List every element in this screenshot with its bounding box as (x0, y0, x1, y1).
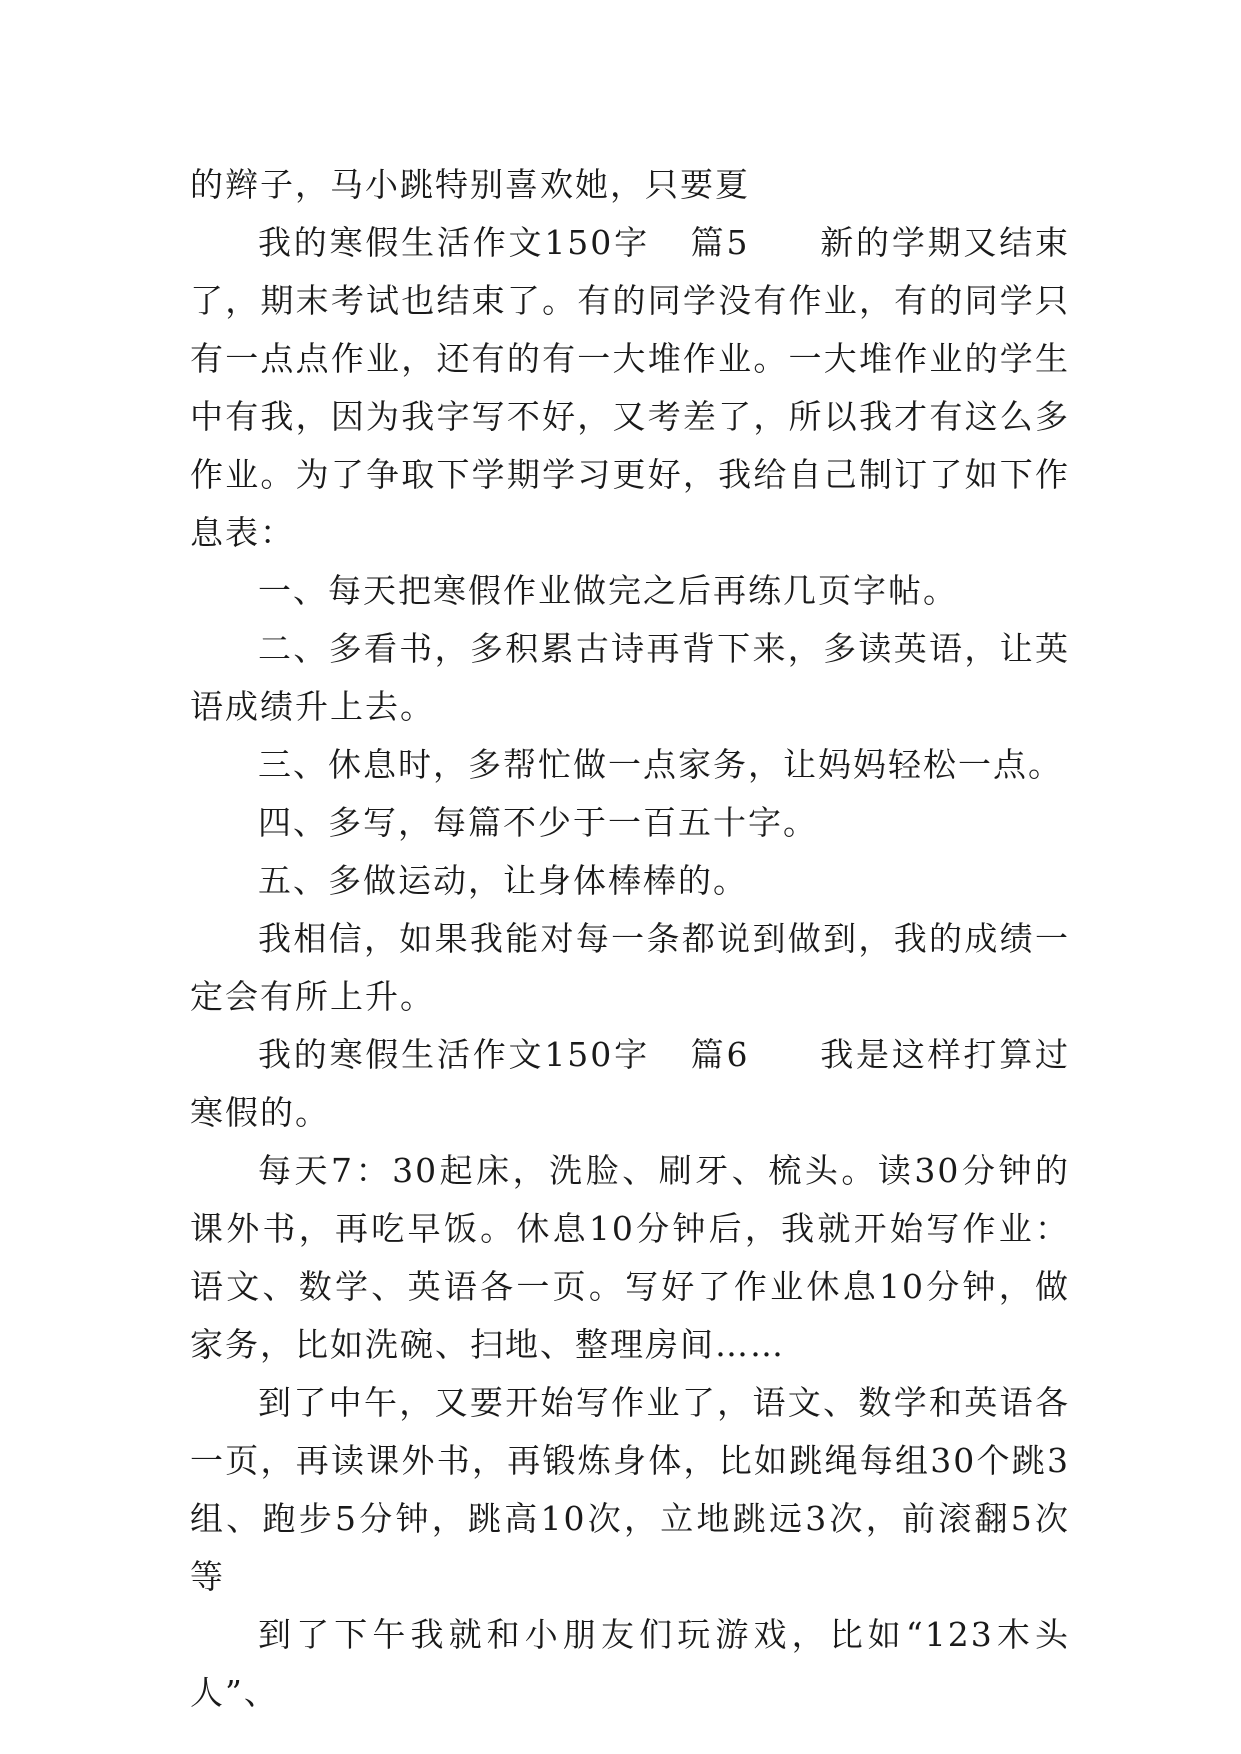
paragraph-section-5 (190, 214, 1070, 562)
essay-heading: 我的寒假生活作文150字 (258, 1035, 650, 1074)
paragraph-section-6 (190, 1026, 1070, 1142)
essay-heading: 我的寒假生活作文150字 (258, 223, 650, 262)
paragraph-text: 我是这样打算过寒假的。 (190, 1035, 1070, 1132)
paragraph: 到了中午，又要开始写作业了，语文、数学和英语各一页，再读课外书，再锻炼身体，比如跳绳每组30个跳3组、跑步5分钟，跳高10次，立地跳远3次，前滚翻5次等 (190, 1383, 1070, 1596)
section-label: 篇6 (689, 1035, 750, 1074)
list-item: 一、每天把寒假作业做完之后再练几页字帖。 (258, 571, 958, 610)
list-item: 五、多做运动，让身体棒棒的。 (258, 861, 748, 900)
list-item: 三、休息时，多帮忙做一点家务，让妈妈轻松一点。 (258, 745, 1063, 784)
paragraph: 到了下午我就和小朋友们玩游戏，比如“123木头人”、 (190, 1615, 1070, 1712)
paragraph-continuation: 的辫子，马小跳特别喜欢她，只要夏 (190, 165, 750, 204)
list-item: 二、多看书，多积累古诗再背下来，多读英语，让英语成绩升上去。 (190, 629, 1070, 726)
list-item: 四、多写，每篇不少于一百五十字。 (258, 803, 818, 842)
section-label: 篇5 (689, 223, 750, 262)
paragraph: 每天7：30起床，洗脸、刷牙、梳头。读30分钟的课外书，再吃早饭。休息10分钟后，我就开始写作业：语文、数学、英语各一页。写好了作业休息10分钟，做家务，比如洗碗、扫地、整理房间…… (190, 1151, 1070, 1364)
paragraph-text: 新的学期又结束了，期末考试也结束了。有的同学没有作业，有的同学只有一点点作业，还有的有一大堆作业。一大堆作业的学生中有我，因为我字写不好，又考差了，所以我才有这么多作业。为了争取下学期学习更好，我给自己制订了如下作息表： (190, 223, 1070, 552)
paragraph: 我相信，如果我能对每一条都说到做到，我的成绩一定会有所上升。 (190, 919, 1070, 1016)
document-body (190, 156, 1070, 1722)
